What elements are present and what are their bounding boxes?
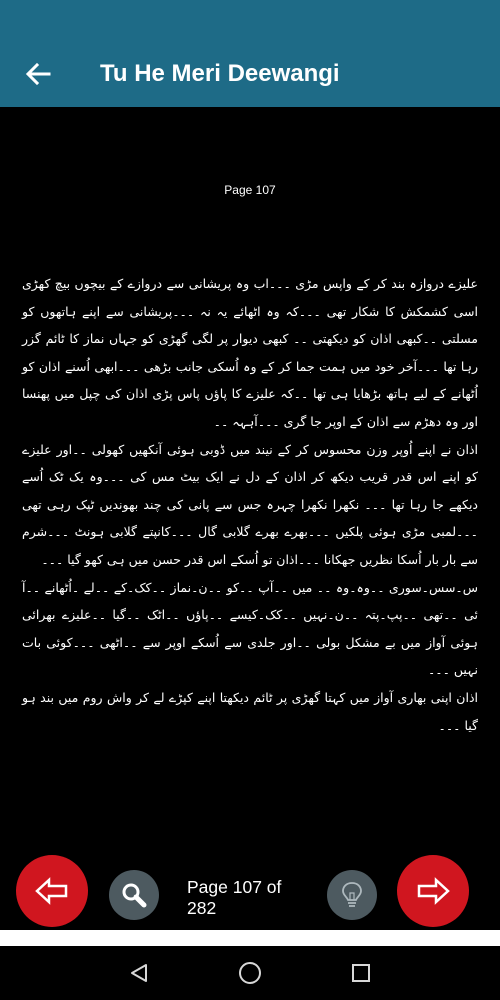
story-text bbox=[22, 270, 478, 739]
back-button[interactable] bbox=[18, 56, 58, 92]
lightbulb-icon bbox=[341, 881, 363, 909]
hint-button[interactable] bbox=[327, 870, 377, 920]
paragraph: علیزے دروازہ بند کر کے واپس مڑی ۔۔۔اب وہ پریشانی سے دروازے کے بیچوں بیچ کھڑی اسی کشمکش کا شکار تھی ۔۔۔کہ وہ اٹھائے یہ نہ ۔۔۔پریشانی سے اپنے ہاتھوں کو مسلتی ۔۔کبھی اذان کو دیکھتی ۔۔ کبھی دیوار پر لگی گھڑی کو جہاں نماز کا ٹائم گزر رہا تھا ۔۔۔آخر خود میں ہمت جما کر کے وہ اُسکی جانب بڑھی ۔۔۔ابھی اُسنے اذان کو اُٹھانے کے لیے ہاتھ بڑھایا ہی تھا ۔۔کہ علیزے کا پاؤں پاس پڑی اذان کی چپل میں پھنسا اور وہ دھڑم سے اذان کے اوپر جا گری ۔۔۔آہہہ ۔۔ bbox=[22, 276, 478, 429]
system-back-button[interactable] bbox=[124, 958, 154, 988]
app-bar bbox=[0, 0, 500, 107]
bottom-bar bbox=[0, 845, 500, 935]
arrow-left-icon bbox=[25, 62, 51, 86]
arrow-left-icon bbox=[35, 877, 69, 905]
previous-page-button[interactable] bbox=[16, 855, 88, 927]
divider bbox=[0, 930, 500, 946]
page-title: Tu He Meri Deewangi bbox=[100, 60, 340, 87]
search-button[interactable] bbox=[109, 870, 159, 920]
page-number-label: Page 107 bbox=[224, 183, 276, 197]
system-recents-button[interactable] bbox=[346, 958, 376, 988]
next-page-button[interactable] bbox=[397, 855, 469, 927]
paragraph: اذان نے اپنے اُوپر وزن محسوس کر کے نیند میں ڈوبی ہوئی آنکھیں کھولی ۔۔اور علیزے کو اپنے اس قدر قریب دیکھ کر اذان کے دل نے ایک بیٹ مس کی ۔۔۔وہ یک ٹک اُسے دیکھے جا رہا تھا ۔۔۔ نکھرا نکھرا چہرہ جس سے پانی کی چند بھوندیں ٹپک رہی تھی ۔۔۔لمبی مڑی ہوئی پلکیں ۔۔۔بھرے بھرے گلابی گال ۔۔۔کانپتے گلابی ہونٹ ۔۔۔شرم سے بار بار اُسکا نظریں جھکانا ۔۔۔اذان تو اُسکے اس قدر حسن میں ہی کھو گیا ۔۔۔ bbox=[22, 441, 478, 567]
system-navigation-bar bbox=[0, 946, 500, 1000]
search-icon bbox=[120, 881, 148, 909]
circle-home-icon bbox=[238, 961, 262, 985]
page-count: Page 107 of 282 bbox=[187, 877, 282, 918]
square-recents-icon bbox=[350, 962, 372, 984]
paragraph: اذان اپنی بھاری آواز میں کہتا گھڑی پر ٹائم دیکھتا اپنے کپڑے لے کر واش روم میں بند ہو گیا ۔۔۔ bbox=[22, 689, 478, 733]
system-home-button[interactable] bbox=[235, 958, 265, 988]
arrow-right-icon bbox=[416, 877, 450, 905]
triangle-back-icon bbox=[128, 962, 150, 984]
paragraph: س۔سس۔سوری ۔۔وہ۔وہ ۔۔ میں ۔۔آپ ۔۔کو ۔۔ن۔نماز ۔۔کک۔کے ۔۔لے ۔اُٹھانے ۔۔آ ئی ۔۔تھی ۔۔پپ۔پتہ ۔۔ن۔نہیں ۔۔کک۔کیسے ۔۔پاؤں ۔۔اٹک ۔۔گیا ۔۔علیزے بھرائی ہوئی آواز میں بے مشکل بولی ۔۔اور جلدی سے اُسکے اوپر سے ۔۔اٹھی ۔۔۔کوئی بات نہیں ۔۔۔ bbox=[22, 579, 478, 678]
